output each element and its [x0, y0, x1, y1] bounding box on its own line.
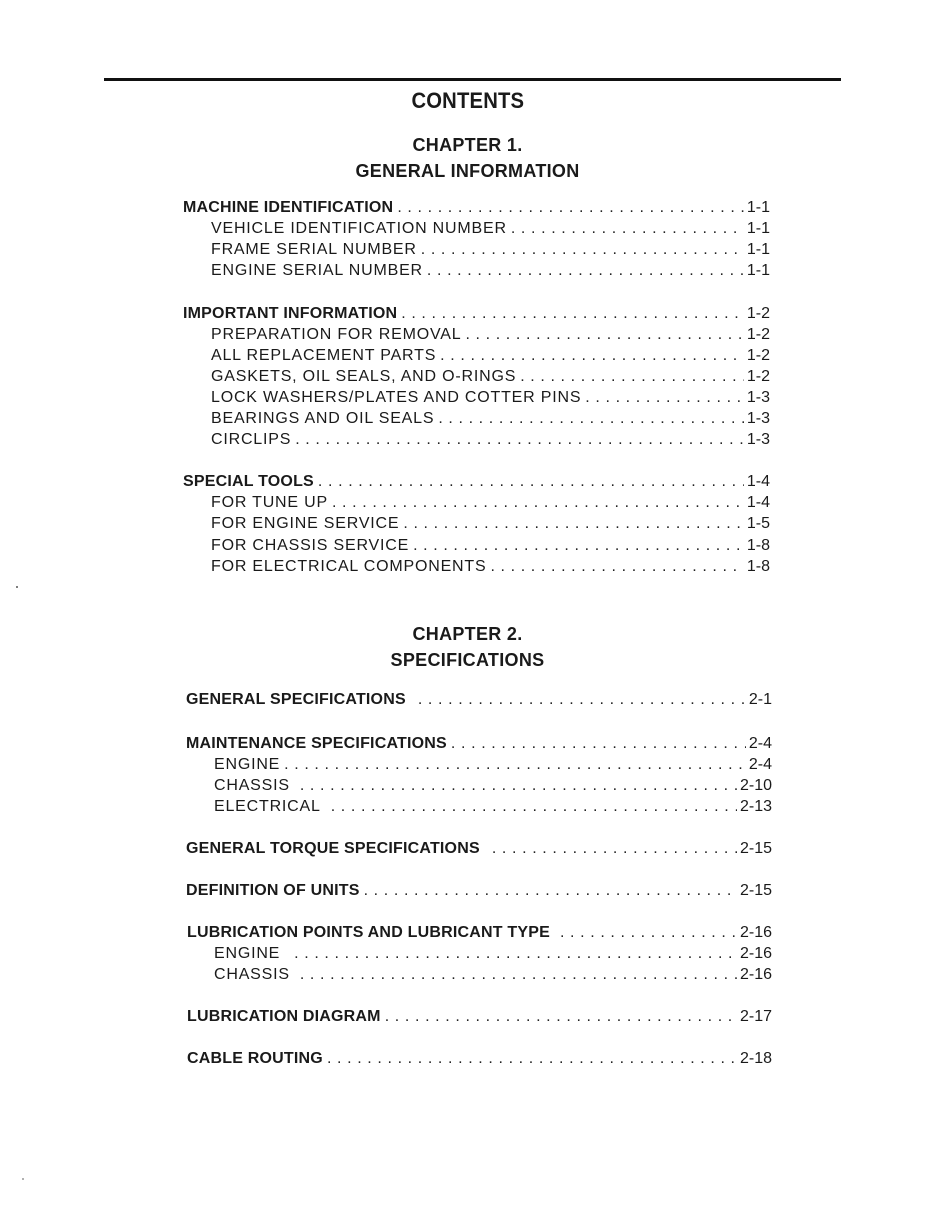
toc-item-frame-serial-number[interactable]: FRAME SERIAL NUMBER . . . 1-1: [211, 241, 770, 262]
toc-section-general-torque-specifications[interactable]: GENERAL TORQUE SPECIFICATIONS . . . 2-15: [186, 840, 772, 861]
toc-section-important-information[interactable]: IMPORTANT INFORMATION . . . 1-2: [183, 305, 770, 326]
dot-leader: [385, 1008, 737, 1026]
toc-section-cable-routing[interactable]: CABLE ROUTING . . . 2-18: [187, 1050, 772, 1071]
page-number: 1-1: [746, 241, 770, 258]
page-number: 2-16: [739, 966, 772, 983]
dot-leader: [413, 537, 744, 555]
page-number: 1-2: [746, 305, 770, 322]
toc-item-bearings-and-oil-seals[interactable]: BEARINGS AND OIL SEALS . . . 1-3: [211, 410, 770, 431]
dot-leader: [418, 691, 746, 709]
dot-leader: [440, 347, 744, 365]
toc-section-lubrication-points[interactable]: LUBRICATION POINTS AND LUBRICANT TYPE . . . 2-16: [187, 924, 772, 945]
toc-section-general-specifications[interactable]: GENERAL SPECIFICATIONS . . . 2-1: [186, 691, 772, 712]
page-number: 1-1: [746, 199, 770, 216]
dot-leader: [327, 1050, 737, 1068]
page-number: 2-16: [739, 945, 772, 962]
scan-speck: [22, 1178, 24, 1180]
toc-item-lock-washers-cotter-pins[interactable]: LOCK WASHERS/PLATES AND COTTER PINS . . . 1-3: [211, 389, 770, 410]
toc-item-maintenance-engine[interactable]: ENGINE . . . 2-4: [214, 756, 772, 777]
page-number: 1-2: [746, 347, 770, 364]
toc-item-for-chassis-service[interactable]: FOR CHASSIS SERVICE . . . 1-8: [211, 537, 770, 558]
dot-leader: [438, 410, 744, 428]
toc-section-maintenance-specifications[interactable]: MAINTENANCE SPECIFICATIONS . . . 2-4: [186, 735, 772, 756]
page-number: 1-2: [746, 326, 770, 343]
page-number: 1-5: [746, 515, 770, 532]
page-title: CONTENTS: [411, 88, 525, 113]
page-number: 2-15: [739, 882, 772, 899]
toc-item-all-replacement-parts[interactable]: ALL REPLACEMENT PARTS . . . 1-2: [211, 347, 770, 368]
page-number: 2-16: [739, 924, 772, 941]
page-number: 1-1: [746, 220, 770, 237]
toc-item-lubrication-engine[interactable]: ENGINE . . . 2-16: [214, 945, 772, 966]
toc-section-machine-identification[interactable]: MACHINE IDENTIFICATION . . . 1-1: [183, 199, 770, 220]
page-number: 1-3: [746, 410, 770, 427]
toc-item-for-engine-service[interactable]: FOR ENGINE SERVICE . . . 1-5: [211, 515, 770, 536]
dot-leader: [300, 966, 737, 984]
page-number: 2-4: [748, 735, 772, 752]
page-number: 1-4: [746, 494, 770, 511]
dot-leader: [560, 924, 737, 942]
toc-item-vehicle-identification-number[interactable]: VEHICLE IDENTIFICATION NUMBER . . . 1-1: [211, 220, 770, 241]
dot-leader: [465, 326, 743, 344]
page-number: 1-4: [746, 473, 770, 490]
chapter-2-heading: [0, 621, 935, 673]
dot-leader: [403, 515, 744, 533]
page-number: 2-10: [739, 777, 772, 794]
page-number: 2-4: [748, 756, 772, 773]
page-number: 2-17: [739, 1008, 772, 1025]
dot-leader: [295, 431, 744, 449]
dot-leader: [492, 840, 737, 858]
toc-item-gaskets-oil-seals-o-rings[interactable]: GASKETS, OIL SEALS, AND O-RINGS . . . 1-2: [211, 368, 770, 389]
page-number: 2-18: [739, 1050, 772, 1067]
page-number: 1-8: [746, 558, 770, 575]
chapter-1-heading: [0, 132, 935, 184]
toc-section-special-tools[interactable]: SPECIAL TOOLS . . . 1-4: [183, 473, 770, 494]
dot-leader: [520, 368, 744, 386]
toc-section-definition-of-units[interactable]: DEFINITION OF UNITS . . . 2-15: [186, 882, 772, 903]
toc-section-lubrication-diagram[interactable]: LUBRICATION DIAGRAM . . . 2-17: [187, 1008, 772, 1029]
dot-leader: [585, 389, 744, 407]
toc-item-circlips[interactable]: CIRCLIPS . . . 1-3: [211, 431, 770, 452]
toc-item-preparation-for-removal[interactable]: PREPARATION FOR REMOVAL . . . 1-2: [211, 326, 770, 347]
page-number: 2-1: [748, 691, 772, 708]
dot-leader: [490, 558, 743, 576]
page-number: 1-1: [746, 262, 770, 279]
dot-leader: [421, 241, 744, 259]
dot-leader: [300, 777, 737, 795]
dot-leader: [331, 798, 737, 816]
dot-leader: [451, 735, 746, 753]
dot-leader: [397, 199, 744, 217]
dot-leader: [332, 494, 744, 512]
dot-leader: [427, 262, 744, 280]
dot-leader: [294, 945, 737, 963]
page-number: 1-2: [746, 368, 770, 385]
dot-leader: [401, 305, 744, 323]
toc-item-maintenance-electrical[interactable]: ELECTRICAL . . . 2-13: [214, 798, 772, 819]
top-rule: [104, 78, 841, 81]
page-number: 1-3: [746, 389, 770, 406]
scan-speck: [16, 586, 18, 588]
chapter-2-title: SPECIFICATIONS: [390, 650, 545, 670]
page-number: 1-8: [746, 537, 770, 554]
toc-item-lubrication-chassis[interactable]: CHASSIS . . . 2-16: [214, 966, 772, 987]
chapter-1-number: CHAPTER 1.: [412, 135, 523, 155]
chapter-2-number: CHAPTER 2.: [412, 624, 523, 644]
toc-item-for-electrical-components[interactable]: FOR ELECTRICAL COMPONENTS . . . 1-8: [211, 558, 770, 579]
page-number: 2-13: [739, 798, 772, 815]
toc-item-engine-serial-number[interactable]: ENGINE SERIAL NUMBER . . . 1-1: [211, 262, 770, 283]
dot-leader: [364, 882, 737, 900]
dot-leader: [511, 220, 744, 238]
page-number: 2-15: [739, 840, 772, 857]
toc-item-maintenance-chassis[interactable]: CHASSIS . . . 2-10: [214, 777, 772, 798]
dot-leader: [284, 756, 746, 774]
dot-leader: [318, 473, 744, 491]
page-number: 1-3: [746, 431, 770, 448]
toc-item-for-tune-up[interactable]: FOR TUNE UP . . . 1-4: [211, 494, 770, 515]
chapter-1-title: GENERAL INFORMATION: [355, 161, 580, 181]
